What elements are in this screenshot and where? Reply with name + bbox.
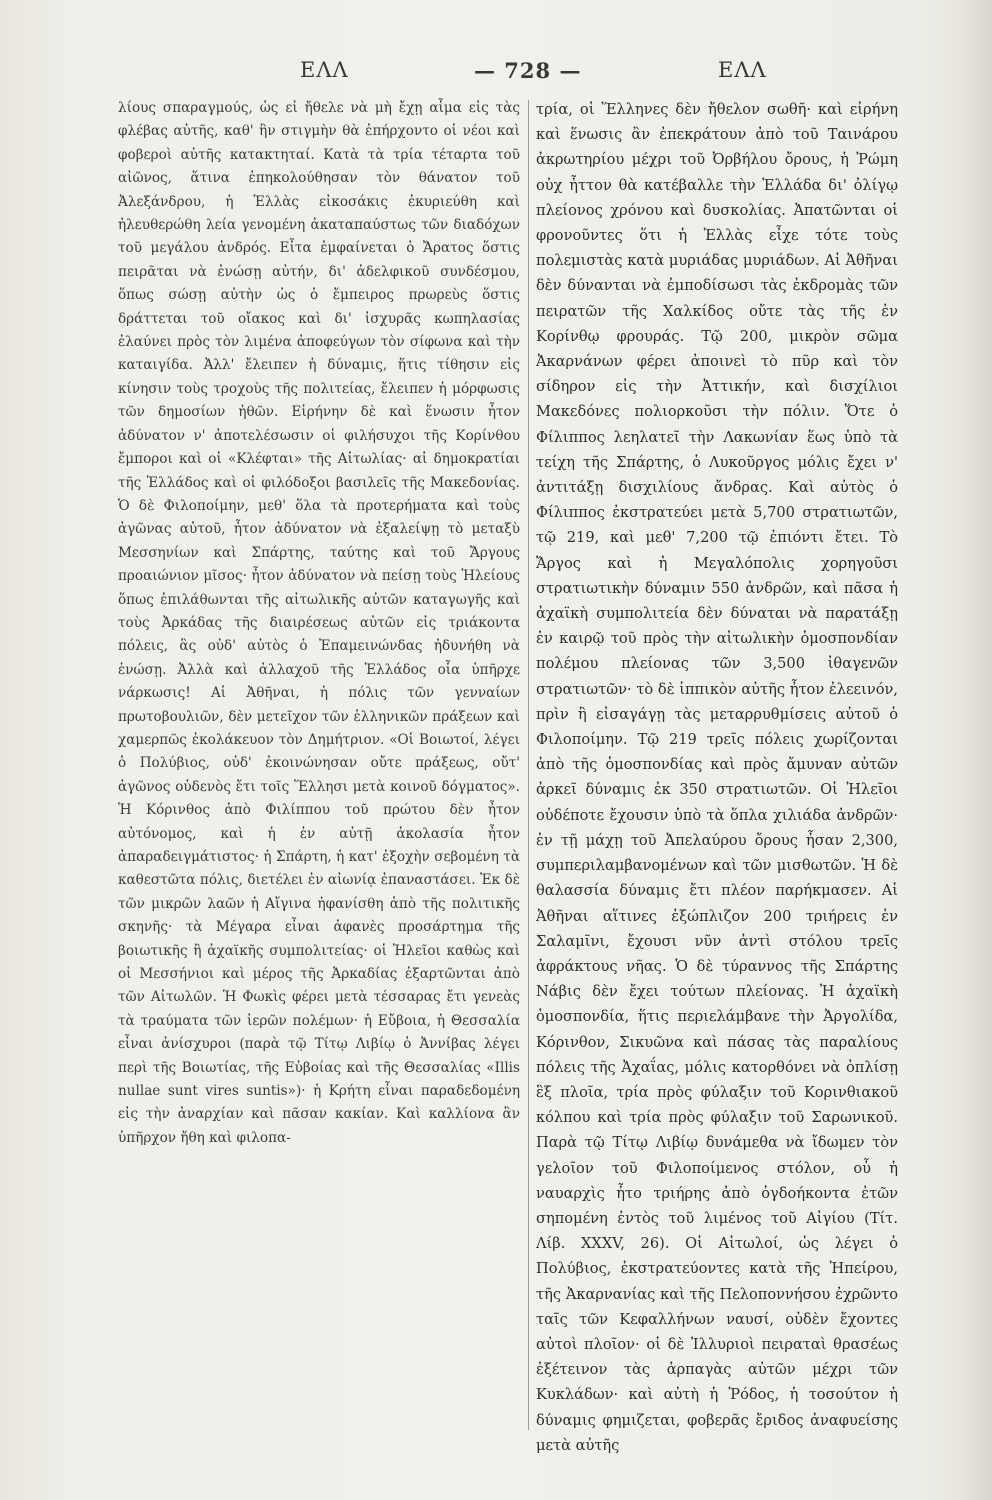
left-column bbox=[118, 97, 520, 1437]
right-column-text: τρία, οἱ Ἕλληνες δὲν ἤθελον σωθῆ· καὶ εἰρήνη καὶ ἕνωσις ἂν ἐπεκράτουν ἀπὸ τοῦ Ταινάρου ἀκρωτηρίου μέχρι τοῦ Ὀρβήλου ὄρους, ἡ Ῥώμη οὐχ ἧττον θὰ κατέβαλλε τὴν Ἑλλάδα δι' ὀλίγῳ πλείονος χρόνου καὶ δυσκολίας. Ἀπατῶνται οἱ φρονοῦντες ὅτι ἡ Ἑλλὰς εἶχε τότε τοὺς πολεμιστὰς κατὰ μυριάδας μυριάδων. Αἱ Ἀθῆναι δὲν δύνανται νὰ ἐμποδίσωσι τὰς ἐκδρομὰς τῶν πειρατῶν τῆς Χαλκίδος οὔτε τὰς τῆς ἐν Κορίνθῳ φρουράς. Τῷ 200, μικρὸν σῶμα Ἀκαρνάνων φέρει ἀποινεὶ τὸ πῦρ καὶ τὸν σίδηρον εἰς τὴν Ἀττικήν, καὶ δισχίλιοι Μακεδόνες πολιορκοῦσι τὴν πόλιν. Ὅτε ὁ Φίλιππος λεηλατεῖ τὴν Λακωνίαν ἕως ὑπὸ τὰ τείχη τῆς Σπάρτης, ὁ Λυκοῦργος μόλις ἔχει ν' ἀντιτάξῃ δισχιλίους ἄνδρας. Καὶ αὐτὸς ὁ Φίλιππος ἐκστρατεύει μετὰ 5,700 στρατιωτῶν, τῷ 219, καὶ μεθ' 7,200 τῷ ἐπιόντι ἔτει. Τὸ Ἄργος καὶ ἡ Μεγαλόπολις χορηγοῦσι στρατιωτικὴν δύναμιν 550 ἀνδρῶν, καὶ πᾶσα ἡ ἀχαϊκὴ συμπολιτεία δὲν δύναται νὰ παρατάξῃ ἐν καιρῷ τοῦ πρὸς τὴν αἰτωλικὴν ὁμοσπονδίαν πολέμου πλείονας τῶν 3,500 ἰθαγενῶν στρατιωτῶν· τὸ δὲ ἱππικὸν αὐτῆς ἦτον ἐλεεινόν, πρὶν ἢ εἰσαγάγῃ τὰς μεταρρυθμίσεις αὐτοῦ ὁ Φιλοποίμην. Τῷ 219 τρεῖς πόλεις χωρίζονται ἀπὸ τῆς ὁμοσπονδίας καὶ πρὸς ἄμυναν αὐτῶν ἀρκεῖ δύναμις ἐκ 350 στρατιωτῶν. Οἱ Ἠλεῖοι οὐδέποτε ἔχουσιν ὑπὸ τὰ ὅπλα χιλιάδα ἀνδρῶν· ἐν τῇ μάχῃ τοῦ Ἀπελαύρου ὄρους ἦσαν 2,300, συμπεριλαμβανομένων καὶ τῶν μισθωτῶν. Ἡ δὲ θαλασσία δύναμις ἔτι πλέον παρήκμασεν. Αἱ Ἀθῆναι αἵτινες ἐξώπλιζον 200 τριήρεις ἐν Σαλαμῖνι, ἔχουσι νῦν ἀντὶ στόλου τρεῖς ἀφράκτους νῆας. Ὁ δὲ τύραννος τῆς Σπάρτης Νάβις δὲν ἔχει τούτων πλείονας. Ἡ ἀχαϊκὴ ὁμοσπονδία, ἥτις περιελάμβανε τὴν Ἀργολίδα, Κόρινθον, Σικυῶνα καὶ πάσας τὰς παραλίους πόλεις τῆς Ἀχαΐας, μόλις κατορθόνει νὰ ὁπλίσῃ ἓξ πλοῖα, τρία πρὸς φύλαξιν τοῦ Κορινθιακοῦ κόλπου καὶ τρία πρὸς φύλαξιν τοῦ Σαρωνικοῦ. Παρὰ τῷ Τίτῳ Λιβίῳ δυνάμεθα νὰ ἴδωμεν τὸν γελοῖον τοῦ Φιλοποίμενος στόλον, οὗ ἡ ναυαρχὶς ἦτο τριήρης ἀπὸ ὀγδοήκοντα ἐτῶν σηπομένη ἐντὸς τοῦ λιμένος τοῦ Αἰγίου (Τίτ. Λίβ. XXXV, 26). Οἱ Αἰτωλοί, ὡς λέγει ὁ Πολύβιος, ἐκστρατεύοντες κατὰ τῆς Ἠπείρου, τῆς Ἀκαρνανίας καὶ τῆς Πελοποννήσου ἐχρῶντο ταῖς τῶν Κεφαλλήνων ναυσί, οὐδὲν ἔχοντες αὐτοὶ πλοῖον· οἱ δὲ Ἰλλυριοὶ πειραταὶ θρασέως ἐξέτεινον τὰς ἁρπαγὰς αὐτῶν μέχρι τῶν Κυκλάδων· καὶ αὐτὴ ἡ Ῥόδος, ἡ τοσούτον ἡ δύναμις φημιζεται, φοβερᾶς ἔριδος ἀναφυείσης μετὰ αὐτῆς bbox=[536, 101, 898, 1454]
page-number: — 728 — bbox=[474, 58, 582, 83]
text-columns bbox=[118, 97, 898, 1454]
left-column-text: λίους σπαραγμούς, ὡς εἰ ἤθελε νὰ μὴ ἔχῃ αἷμα εἰς τὰς φλέβας αὐτῆς, καθ' ἣν στιγμὴν θὰ ἐπήρχοντο οἱ νέοι καὶ φοβεροὶ αὐτῆς κατακτηταί. Κατὰ τὰ τρία τέταρτα τοῦ αἰῶνος, ἅτινα ἐπηκολούθησαν τὸν θάνατον τοῦ Ἀλεξάνδρου, ἡ Ἑλλὰς εἰκοσάκις ἐκυριεύθη καὶ ἠλευθερώθη λεία γενομένη ἀκαταπαύστως τῶν διαδόχων τοῦ μεγάλου ἀνδρός. Εἶτα ἐμφαίνεται ὁ Ἄρατος ὅστις πειρᾶται νὰ ἑνώσῃ αὐτήν, δι' ἀδελφικοῦ συνδέσμου, ὅπως σώσῃ αὐτὴν ὡς ὁ ἔμπειρος πρωρεὺς ὅστις δράττεται τοῦ οἴακος καὶ δι' ἰσχυρᾶς κωπηλασίας ἐλαύνει πρὸς τὸν λιμένα ἀποφεύγων τὸν σίφωνα καὶ τὴν καταιγίδα. Ἀλλ' ἔλειπεν ἡ δύναμις, ἥτις τίθησιν εἰς κίνησιν τοὺς τροχοὺς τῆς πολιτείας, ἔλειπεν ἡ μόρφωσις τῶν δημοσίων ἠθῶν. Εἰρήνην δὲ καὶ ἕνωσιν ἦτον ἀδύνατον ν' ἀποτελέσωσιν οἱ φιλήσυχοι τῆς Κορίνθου ἔμποροι καὶ οἱ «Κλέφται» τῆς Αἰτωλίας· αἱ δημοκρατίαι τῆς Ἑλλάδος καὶ οἱ φιλόδοξοι βασιλεῖς τῆς Μακεδονίας. Ὁ δὲ Φιλοποίμην, μεθ' ὅλα τὰ προτερήματα καὶ τοὺς ἀγῶνας αὐτοῦ, ἦτον ἀδύνατον νὰ ἐξαλείψῃ τὸ μεταξὺ Μεσσηνίων καὶ Σπάρτης, ταύτης καὶ τοῦ Ἄργους προαιώνιον μῖσος· ἦτον ἀδύνατον νὰ πείσῃ τοὺς Ἠλείους ὅπως ἐπιλάθωνται τῆς αἰτωλικῆς αὐτῶν καταγωγῆς καὶ τοὺς Ἀρκάδας τῆς διαιρέσεως αὐτῶν εἰς τριάκοντα πόλεις, ἃς οὐδ' αὐτὸς ὁ Ἐπαμεινώνδας ἠδυνήθη νὰ ἑνώσῃ. Ἀλλὰ καὶ ἀλλαχοῦ τῆς Ἑλλάδος οἷα ὑπῆρχε νάρκωσις! Αἱ Ἀθῆναι, ἡ πόλις τῶν γενναίων πρωτοβουλιῶν, δὲν μετεῖχον τῶν ἑλληνικῶν πράξεων καὶ χαμερπῶς ἐκολάκευον τὸν Δημήτριον. «Οἱ Βοιωτοί, λέγει ὁ Πολύβιος, οὐδ' ἐκοινώνησαν οὔτε πράξεως, οὔτ' ἀγῶνος οὐδενὸς ἔτι τοῖς Ἕλλησι μετὰ κοινοῦ δόγματος». Ἡ Κόρινθος ἀπὸ Φιλίππου τοῦ πρώτου δὲν ἦτον αὐτόνομος, καὶ ἡ ἐν αὐτῇ ἀκολασία ἦτον ἀπαραδειγμάτιστος· ἡ Σπάρτη, ἡ κατ' ἐξοχὴν σεβομένη τὰ καθεστῶτα πόλις, διετέλει ἐν αἰωνίᾳ ἐπαναστάσει. Ἐκ δὲ τῶν μικρῶν λαῶν ἡ Αἴγινα ἠφανίσθη ἀπὸ τῆς πολιτικῆς σκηνῆς· τὰ Μέγαρα εἶναι ἀφανὲς προσάρτημα τῆς βοιωτικῆς ἢ ἀχαϊκῆς συμπολιτείας· οἱ Ἠλεῖοι καθὼς καὶ οἱ Μεσσήνιοι καὶ μέρος τῆς Ἀρκαδίας ἐξαρτῶνται ἀπὸ τῶν Αἰτωλῶν. Ἡ Φωκὶς φέρει μετὰ τέσσαρας ἔτι γενεὰς τὰ τραύματα τῶν ἱερῶν πολέμων· ἡ Εὔβοια, ἡ Θεσσαλία εἶναι ἀνίσχυροι (παρὰ τῷ Τίτῳ Λιβίῳ ὁ Ἀννίβας λέγει περὶ τῆς Βοιωτίας, τῆς Εὐβοίας καὶ τῆς Θεσσαλίας «Illis nullae sunt vires suntis»)· ἡ Κρήτη εἶναι παραδεδομένη εἰς τὴν ἀναρχίαν καὶ πᾶσαν κακίαν. Καὶ καλλίονα ἂν ὑπῆρχον ἤθη καὶ φιλοπα- bbox=[118, 100, 520, 1146]
running-head-right: ΕΛΛ bbox=[718, 58, 767, 82]
page-edge-shadow bbox=[962, 0, 992, 1500]
right-column bbox=[536, 97, 898, 1454]
page-header bbox=[0, 58, 992, 94]
running-head-left: ΕΛΛ bbox=[300, 58, 349, 82]
